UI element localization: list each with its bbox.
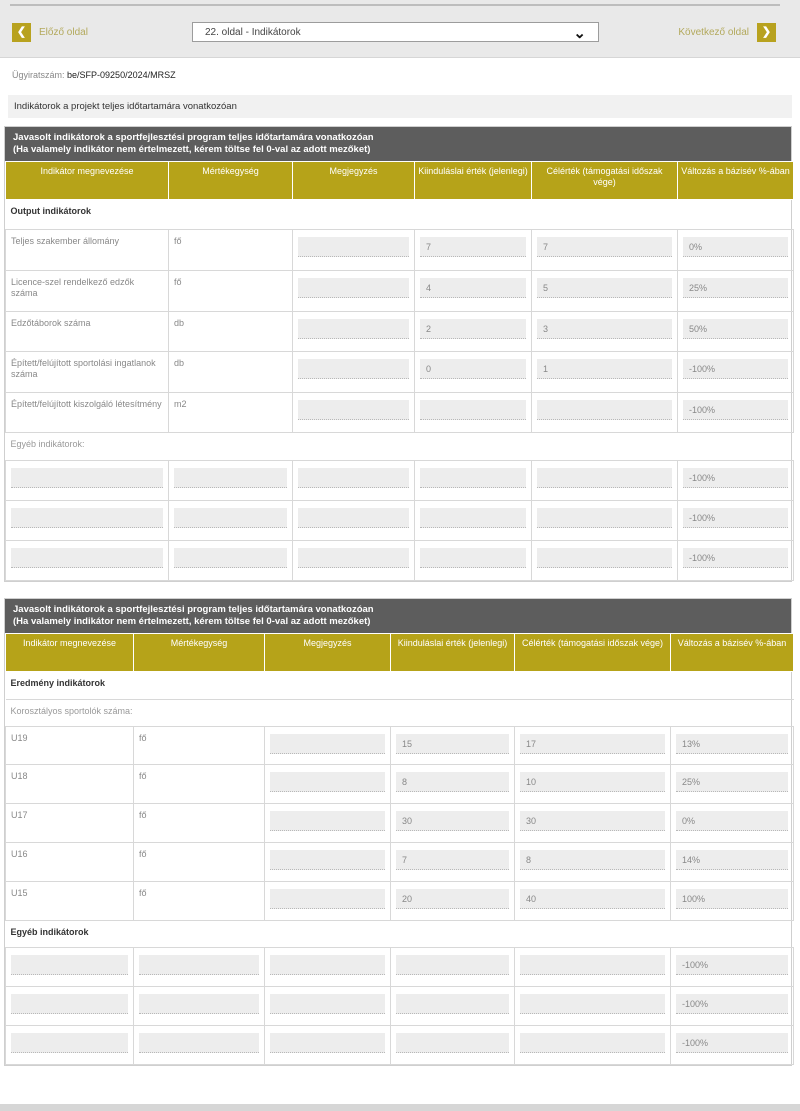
result-indicators-panel [4, 598, 792, 1066]
indicator-name: Épített/felújított sportolási ingatlanok száma [6, 352, 169, 393]
column-header: Kiinduláslai érték (jelenlegi) [415, 162, 532, 200]
target-value-input[interactable]: 7 [537, 237, 672, 257]
indicator-unit: fő [134, 843, 265, 882]
note-input[interactable] [270, 955, 385, 975]
start-value-input[interactable]: 2 [420, 319, 526, 339]
note-input[interactable] [270, 772, 385, 792]
start-value-input[interactable] [396, 994, 509, 1014]
indicator-name: U18 [6, 765, 134, 804]
indicator-unit: fő [134, 727, 265, 765]
page-select-value: 22. oldal - Indikátorok [205, 26, 301, 38]
table-row [6, 987, 794, 1026]
table-row [6, 352, 794, 393]
note-input[interactable] [270, 811, 385, 831]
start-value-input[interactable]: 15 [396, 734, 509, 754]
next-page-label: Következő oldal [678, 26, 749, 38]
target-value-input[interactable]: 10 [520, 772, 665, 792]
indicator-name: U17 [6, 804, 134, 843]
table-row [6, 727, 794, 765]
change-percent-field: -100% [676, 1033, 788, 1053]
name-input[interactable] [11, 955, 128, 975]
target-value-input[interactable]: 17 [520, 734, 665, 754]
note-input[interactable] [298, 359, 409, 379]
change-percent-field: -100% [683, 468, 788, 488]
chevron-right-icon: ❯ [757, 23, 776, 42]
change-percent-field: -100% [683, 359, 788, 379]
start-value-input[interactable]: 7 [396, 850, 509, 870]
target-value-input[interactable] [520, 994, 665, 1014]
next-page-button[interactable] [678, 22, 776, 42]
change-percent-field: 100% [676, 889, 788, 909]
column-header: Kiinduláslai érték (jelenlegi) [391, 634, 515, 672]
change-percent-field: 14% [676, 850, 788, 870]
indicator-name: Épített/felújított kiszolgáló létesítmény [6, 393, 169, 433]
output-indicators-panel [4, 126, 792, 582]
bottom-bar [0, 1104, 800, 1111]
change-percent-field: -100% [676, 994, 788, 1014]
indicator-name: Licence-szel rendelkező edzők száma [6, 271, 169, 312]
table-row [6, 312, 794, 352]
top-divider [10, 4, 780, 6]
table-row [6, 230, 794, 271]
indicator-unit: m2 [169, 393, 293, 433]
indicator-unit: fő [134, 804, 265, 843]
name-input[interactable] [11, 994, 128, 1014]
table-row [6, 501, 794, 541]
change-percent-field: -100% [676, 955, 788, 975]
column-header: Változás a bázisév %-ában [671, 634, 794, 672]
target-value-input[interactable] [537, 548, 672, 568]
section-title: Indikátorok a projekt teljes időtartamára vonatkozóan [8, 95, 792, 118]
target-value-input[interactable]: 1 [537, 359, 672, 379]
change-percent-field: 25% [676, 772, 788, 792]
start-value-input[interactable] [420, 400, 526, 420]
indicator-table [5, 161, 794, 581]
category-label: Eredmény indikátorok [6, 672, 794, 700]
table-row [6, 461, 794, 501]
start-value-input[interactable] [420, 468, 526, 488]
table-row [6, 882, 794, 921]
column-header: Indikátor megnevezése [6, 162, 169, 200]
indicator-unit: fő [169, 271, 293, 312]
indicator-name: U16 [6, 843, 134, 882]
note-input[interactable] [298, 237, 409, 257]
column-header: Célérték (támogatási időszak vége) [515, 634, 671, 672]
start-value-input[interactable]: 7 [420, 237, 526, 257]
column-header: Indikátor megnevezése [6, 634, 134, 672]
change-percent-field: 50% [683, 319, 788, 339]
target-value-input[interactable]: 5 [537, 278, 672, 298]
table-row [6, 1026, 794, 1065]
subcategory-row [6, 433, 794, 461]
start-value-input[interactable]: 8 [396, 772, 509, 792]
panel-header-line2: (Ha valamely indikátor nem értelmezett, kérem töltse fel 0-val az adott mezőket) [13, 144, 371, 155]
category-row [6, 921, 794, 948]
page-navigation-bar [0, 0, 800, 58]
panel-header [5, 127, 791, 161]
unit-input[interactable] [174, 548, 287, 568]
note-input[interactable] [298, 278, 409, 298]
target-value-input[interactable] [537, 468, 672, 488]
change-percent-field: 0% [676, 811, 788, 831]
chevron-left-icon: ❮ [12, 23, 31, 42]
column-header: Mértékegység [134, 634, 265, 672]
table-header-row [6, 634, 794, 672]
name-input[interactable] [11, 468, 163, 488]
table-row [6, 271, 794, 312]
target-value-input[interactable] [520, 1033, 665, 1053]
indicator-name: U19 [6, 727, 134, 765]
other-indicators-label: Egyéb indikátorok [6, 921, 794, 948]
change-percent-field: 25% [683, 278, 788, 298]
page-select-dropdown[interactable] [192, 22, 599, 42]
note-input[interactable] [298, 468, 409, 488]
indicator-unit: db [169, 312, 293, 352]
case-reference [12, 70, 176, 80]
category-row [6, 672, 794, 700]
category-row [6, 200, 794, 230]
name-input[interactable] [11, 508, 163, 528]
table-row [6, 393, 794, 433]
indicator-table [5, 633, 794, 1065]
indicator-unit: fő [169, 230, 293, 271]
case-reference-label: Ügyiratszám: [12, 70, 65, 80]
target-value-input[interactable]: 30 [520, 811, 665, 831]
panel-header-line2: (Ha valamely indikátor nem értelmezett, kérem töltse fel 0-val az adott mezőket) [13, 616, 371, 627]
table-row [6, 541, 794, 581]
table-row [6, 843, 794, 882]
column-header: Változás a bázisév %-ában [678, 162, 794, 200]
indicator-unit: db [169, 352, 293, 393]
target-value-input[interactable] [537, 508, 672, 528]
note-input[interactable] [298, 548, 409, 568]
note-input[interactable] [298, 400, 409, 420]
indicator-name: Edzőtáborok száma [6, 312, 169, 352]
panel-header-line1: Javasolt indikátorok a sportfejlesztési program teljes időtartamára vonatkozóan [13, 604, 374, 615]
name-input[interactable] [11, 1033, 128, 1053]
unit-input[interactable] [174, 508, 287, 528]
indicator-name: Teljes szakember állomány [6, 230, 169, 271]
start-value-input[interactable] [396, 955, 509, 975]
column-header: Célérték (támogatási időszak vége) [532, 162, 678, 200]
unit-input[interactable] [174, 468, 287, 488]
table-row [6, 804, 794, 843]
start-value-input[interactable] [420, 548, 526, 568]
note-input[interactable] [298, 508, 409, 528]
unit-input[interactable] [139, 1033, 259, 1053]
chevron-down-icon: ⌄ [573, 25, 586, 42]
subcategory-label: Korosztályos sportolók száma: [6, 700, 794, 727]
category-label: Output indikátorok [6, 200, 794, 230]
note-input[interactable] [298, 319, 409, 339]
note-input[interactable] [270, 1033, 385, 1053]
table-row [6, 765, 794, 804]
note-input[interactable] [270, 734, 385, 754]
subcategory-row [6, 700, 794, 727]
change-percent-field: 0% [683, 237, 788, 257]
column-header: Mértékegység [169, 162, 293, 200]
target-value-input[interactable]: 8 [520, 850, 665, 870]
indicator-name: U15 [6, 882, 134, 921]
change-percent-field: 13% [676, 734, 788, 754]
unit-input[interactable] [139, 994, 259, 1014]
other-indicators-label: Egyéb indikátorok: [6, 433, 794, 461]
start-value-input[interactable]: 0 [420, 359, 526, 379]
case-reference-value: be/SFP-09250/2024/MRSZ [67, 70, 176, 80]
panel-header-line1: Javasolt indikátorok a sportfejlesztési program teljes időtartamára vonatkozóan [13, 132, 374, 143]
start-value-input[interactable] [420, 508, 526, 528]
target-value-input[interactable] [520, 955, 665, 975]
table-row [6, 948, 794, 987]
start-value-input[interactable]: 4 [420, 278, 526, 298]
name-input[interactable] [11, 548, 163, 568]
start-value-input[interactable]: 30 [396, 811, 509, 831]
table-header-row [6, 162, 794, 200]
change-percent-field: -100% [683, 508, 788, 528]
unit-input[interactable] [139, 955, 259, 975]
target-value-input[interactable]: 40 [520, 889, 665, 909]
column-header: Megjegyzés [293, 162, 415, 200]
indicator-unit: fő [134, 765, 265, 804]
previous-page-label: Előző oldal [39, 26, 88, 38]
column-header: Megjegyzés [265, 634, 391, 672]
note-input[interactable] [270, 994, 385, 1014]
target-value-input[interactable] [537, 400, 672, 420]
indicator-unit: fő [134, 882, 265, 921]
panel-header [5, 599, 791, 633]
change-percent-field: -100% [683, 400, 788, 420]
start-value-input[interactable] [396, 1033, 509, 1053]
note-input[interactable] [270, 850, 385, 870]
change-percent-field: -100% [683, 548, 788, 568]
start-value-input[interactable]: 20 [396, 889, 509, 909]
previous-page-button[interactable] [12, 22, 88, 42]
target-value-input[interactable]: 3 [537, 319, 672, 339]
note-input[interactable] [270, 889, 385, 909]
